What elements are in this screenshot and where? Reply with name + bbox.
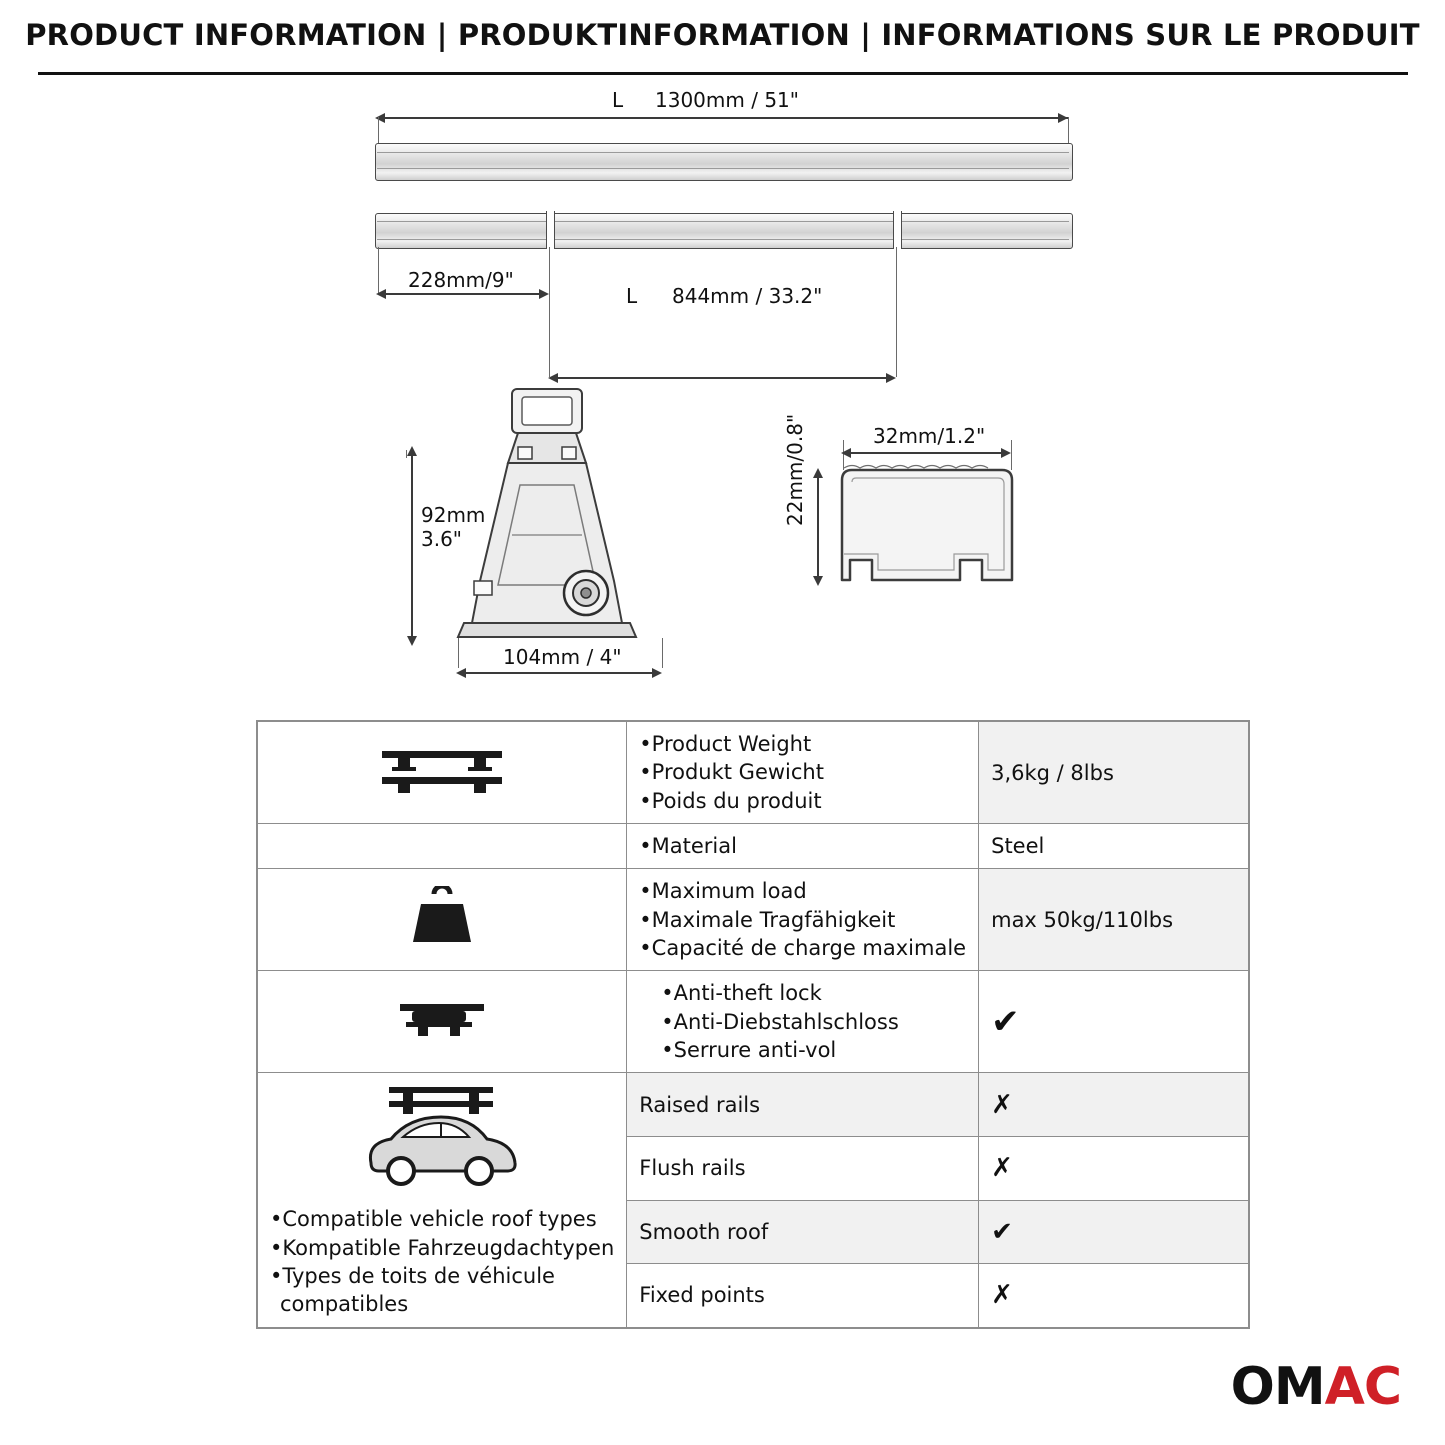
foot-height-arrow-down (407, 636, 417, 646)
span-value: 844mm / 33.2" (672, 284, 823, 308)
maxload-bullet-en: •Maximum load (639, 879, 807, 904)
roof-type-label-raised-rails: Raised rails (627, 1073, 979, 1137)
foot-height-dimension-line (411, 452, 413, 638)
lock-icon-svg (396, 996, 488, 1042)
profile-height-dimension-line (817, 474, 819, 578)
foot-width-arrow-left (456, 668, 466, 678)
crossbar-side-detail-1 (377, 221, 1069, 222)
bar-length-value: 1300mm / 51" (655, 88, 799, 112)
foot-height-label-line2: 3.6" (421, 527, 463, 551)
offset-ext-left (378, 247, 379, 293)
foot-width-label: 104mm / 4" (503, 645, 622, 669)
weight-label-cell (627, 721, 979, 824)
foot-marker-right (893, 211, 902, 249)
roof-type-value-flush-rails (979, 1136, 1249, 1200)
specification-table (256, 720, 1250, 1329)
bar-length-arrow-left (375, 113, 385, 123)
crossbar-top-view (375, 143, 1073, 181)
material-icon-placeholder (257, 824, 627, 869)
raised-rails-cross-mark: ✗ (991, 1089, 1013, 1120)
weight-bullets (639, 730, 966, 815)
material-bullets (639, 832, 966, 860)
profile-height-arrow-up (813, 468, 823, 478)
omac-logo (1231, 1357, 1401, 1417)
header-divider (38, 72, 1408, 75)
roof-types-bullet-fr: •Types de toits de véhicule (270, 1264, 555, 1289)
foot-height-arrow-up (407, 446, 417, 456)
crossbars-icon (257, 721, 627, 824)
bar-length-ext-right (1068, 117, 1069, 145)
maxload-bullet-de: •Maximale Tragfähigkeit (639, 907, 896, 932)
foot-width-ext-right (662, 638, 663, 668)
weight-icon (257, 869, 627, 971)
profile-cross-section-drawing (832, 462, 1022, 597)
foot-marker-left (546, 211, 555, 249)
crossbars-icon-svg (378, 741, 506, 799)
bar-length-prefix: L (612, 88, 624, 112)
maxload-bullets (639, 877, 966, 962)
profile-width-arrow-right (1001, 448, 1011, 458)
profile-height-label: 22mm/0.8" (783, 413, 807, 526)
weight-bullet-de: •Produkt Gewicht (639, 760, 824, 785)
car-with-rack-icon (257, 1073, 627, 1328)
material-value: Steel (979, 824, 1249, 869)
lock-value (979, 971, 1249, 1073)
car-with-rack-icon-svg (357, 1081, 527, 1186)
lock-bullet-en: •Anti-theft lock (661, 981, 822, 1006)
profile-width-arrow-left (841, 448, 851, 458)
foot-width-dimension-line (460, 672, 660, 674)
table-row (257, 971, 1249, 1073)
roof-types-bullet-de: •Kompatible Fahrzeugdachtypen (270, 1235, 615, 1260)
bar-length-dimension-line (378, 117, 1068, 119)
end-offset-arrow-right (539, 289, 549, 299)
roof-types-bullet-fr-cont: compatibles (280, 1292, 409, 1317)
crossbar-side-view (375, 213, 1073, 249)
table-row (257, 1073, 1249, 1137)
end-offset-dimension-line (380, 293, 547, 295)
crossbar-top-detail-1 (377, 152, 1069, 153)
span-arrow-left (548, 373, 558, 383)
crossbar-side-detail-2 (377, 239, 1069, 240)
roof-type-label-fixed-points: Fixed points (627, 1264, 979, 1328)
smooth-roof-check-mark: ✔ (991, 1216, 1013, 1247)
profile-width-dimension-line (845, 452, 1009, 454)
weight-icon-svg (407, 886, 477, 948)
lock-icon (257, 971, 627, 1073)
foot-width-ext-left (458, 638, 459, 668)
bar-length-ext-left (378, 117, 379, 145)
table-row (257, 721, 1249, 824)
weight-value: 3,6kg / 8lbs (979, 721, 1249, 824)
bar-length-arrow-right (1058, 113, 1068, 123)
lock-bullet-fr: •Serrure anti-vol (661, 1038, 837, 1063)
maxload-bullet-fr: •Capacité de charge maximale (639, 936, 967, 961)
material-label-cell (627, 824, 979, 869)
material-bullet-en: •Material (639, 834, 737, 859)
lock-check-mark: ✔ (991, 1001, 1020, 1042)
roof-types-bullet-en: •Compatible vehicle roof types (270, 1207, 597, 1232)
page-title: PRODUCT INFORMATION | PRODUKTINFORMATION | INFORMATIONS SUR LE PRODUIT (25, 18, 1420, 52)
weight-bullet-en: •Product Weight (639, 732, 812, 756)
span-prefix: L (626, 284, 638, 308)
roof-type-value-fixed-points (979, 1264, 1249, 1328)
lock-bullet-de: •Anti-Diebstahlschloss (661, 1009, 899, 1034)
span-dimension-line (552, 377, 894, 379)
span-ext-right (896, 247, 897, 377)
offset-ext-right (549, 247, 550, 377)
crossbar-top-detail-2 (377, 168, 1069, 169)
profile-width-label: 32mm/1.2" (873, 424, 986, 448)
flush-rails-cross-mark: ✗ (991, 1153, 1013, 1184)
roof-type-label-flush-rails: Flush rails (627, 1136, 979, 1200)
weight-bullet-fr: •Poids du produit (639, 788, 822, 813)
roof-type-label-smooth-roof: Smooth roof (627, 1200, 979, 1264)
maxload-label-cell (627, 869, 979, 971)
omac-logo-part2: AC (1324, 1357, 1401, 1417)
lock-label-cell (627, 971, 979, 1073)
foot-width-arrow-right (652, 668, 662, 678)
roof-type-value-raised-rails (979, 1073, 1249, 1137)
span-arrow-right (886, 373, 896, 383)
roof-types-bullets (270, 1205, 614, 1318)
end-offset-label: 228mm/9" (408, 268, 514, 292)
end-offset-arrow-left (376, 289, 386, 299)
maxload-value: max 50kg/110lbs (979, 869, 1249, 971)
table-row (257, 869, 1249, 971)
profile-height-arrow-down (813, 576, 823, 586)
profile-width-ext-right (1011, 440, 1012, 470)
fixed-points-cross-mark: ✗ (991, 1280, 1013, 1311)
omac-logo-part1: OM (1230, 1357, 1325, 1417)
roof-type-value-smooth-roof (979, 1200, 1249, 1264)
foot-height-label-line1: 92mm (421, 503, 486, 527)
lock-bullets (639, 979, 966, 1064)
table-row (257, 824, 1249, 869)
